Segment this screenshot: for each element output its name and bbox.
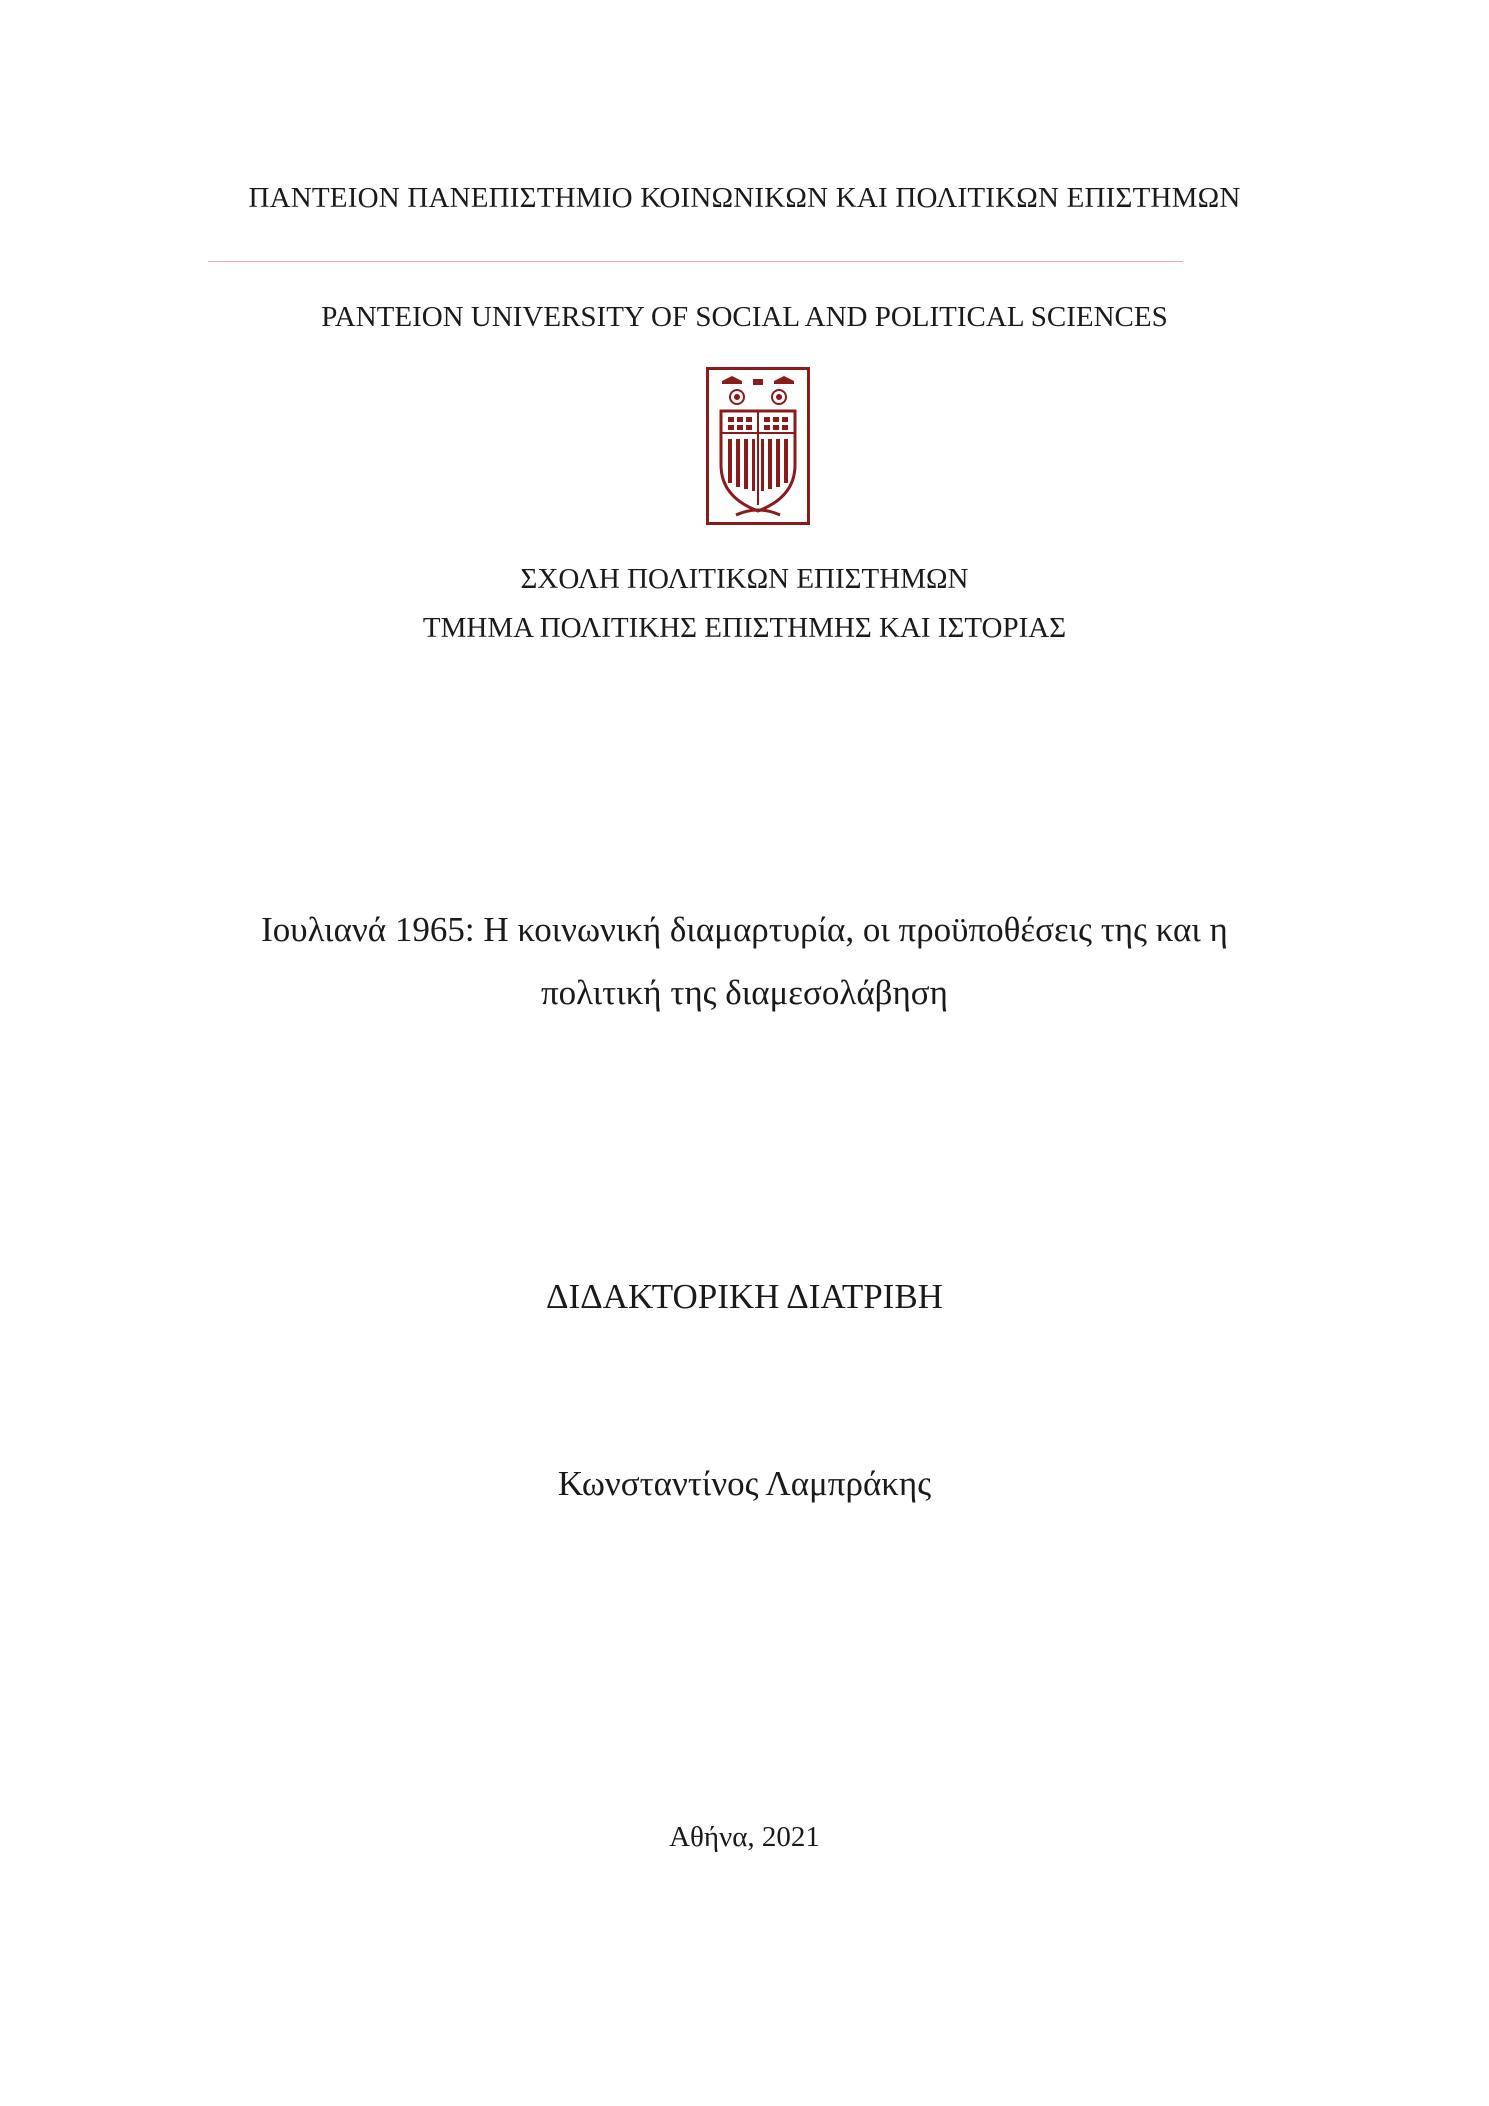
document-type: ΔΙΔΑΚΤΟΡΙΚΗ ΔΙΑΤΡΙΒΗ <box>546 1277 943 1316</box>
university-name-greek: ΠΑΝΤΕΙΟΝ ΠΑΝΕΠΙΣΤΗΜΙΟ ΚΟΙΝΩΝΙΚΩΝ ΚΑΙ ΠΟΛΙΤΙΚΩΝ ΕΠΙΣΤΗΜΩΝ <box>248 182 1241 214</box>
header-divider <box>208 261 1183 262</box>
university-crest-icon <box>706 367 810 525</box>
place-and-date: Αθήνα, 2021 <box>669 1821 820 1853</box>
department-name: ΤΜΗΜΑ ΠΟΛΙΤΙΚΗΣ ΕΠΙΣΤΗΜΗΣ ΚΑΙ ΙΣΤΟΡΙΑΣ <box>422 612 1067 644</box>
thesis-title-line-2: πολιτική της διαμεσολάβηση <box>541 973 948 1012</box>
thesis-title-line-1: Ιουλιανά 1965: Η κοινωνική διαμαρτυρία, οι προϋποθέσεις της και η <box>261 910 1228 949</box>
university-name-english: PANTEION UNIVERSITY OF SOCIAL AND POLITICAL SCIENCES <box>321 301 1168 333</box>
author-name: Κωνσταντίνος Λαμπράκης <box>557 1464 932 1503</box>
crest-top-ornament <box>722 376 794 385</box>
school-name: ΣΧΟΛΗ ΠΟΛΙΤΙΚΩΝ ΕΠΙΣΤΗΜΩΝ <box>520 563 969 595</box>
